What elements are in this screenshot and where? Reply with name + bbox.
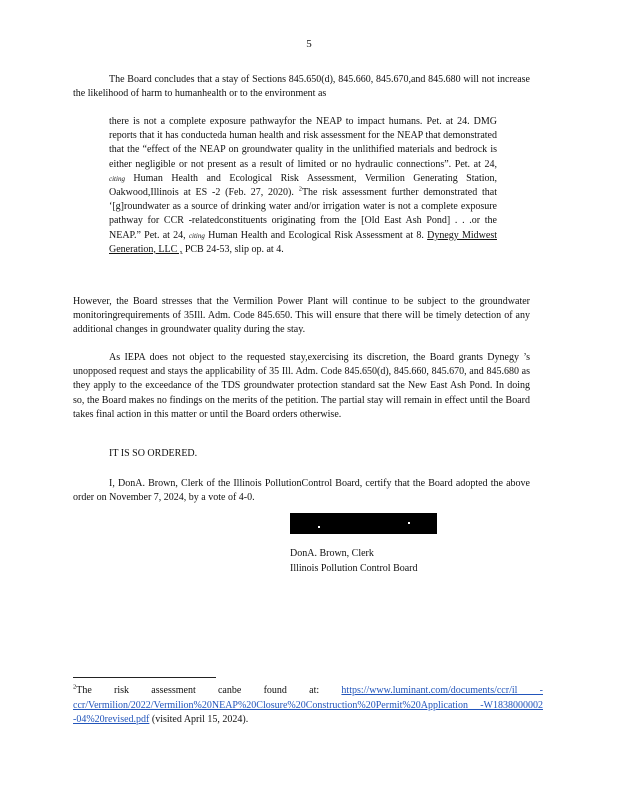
page-number: 5	[306, 38, 312, 50]
intro-paragraph: The Board concludes that a stay of Sections 845.650(d), 845.660, 845.670,and 845.680 will not increase the likelihood of harm to humanhealth or to the environment as	[73, 74, 530, 100]
quote-text-f: PCB 24-53, slip op. at 4.	[184, 243, 284, 255]
footnote-number: 2	[73, 683, 77, 691]
quote-text-a: there is not a complete exposure pathwayfor the NEAP to impact humans. Pet. at 24. DMG reports that it has conducteda human health and risk assessment for the NEAP that demonstrated that the “effect of the NEAP on groundwater quality in the unlithified materials and bedrock is either negligible or not present as a result of limited or no hydraulic connections”. Pet. at 24,	[109, 116, 497, 170]
signer-org: Illinois Pollution Control Board	[290, 563, 418, 574]
citing-label-1: citing	[109, 174, 125, 183]
certification-paragraph: I, DonA. Brown, Clerk of the Illinois PollutionControl Board, certify that the Board adopted the above order on November 7, 2024, by a vote of 4-0.	[73, 478, 530, 504]
footnote-visited: (visited April 15, 2024).	[151, 714, 249, 725]
signer-name: DonA. Brown, Clerk	[290, 548, 374, 559]
redacted-signature	[290, 513, 437, 534]
footnote	[73, 684, 543, 728]
footnote-divider	[73, 677, 216, 678]
quote-text-d: Human Health and Ecological Risk Assessment at 8.	[208, 229, 424, 241]
footnote-ref[interactable]: 2	[298, 185, 302, 193]
footnote-link[interactable]: https://www.luminant.com/documents/ccr/il -ccr/Vermilion/2022/Vermilion%20NEAP%20Closure%20Construction%20Permit%20Application -W1838000002 -04%20revised.pdf	[73, 685, 543, 725]
monitoring-paragraph: However, the Board stresses that the Vermilion Power Plant will continue to be subject to the groundwater monitoringrequirements of 35Ill. Adm. Code 845.650. This will ensure that there will be timely detection of any additional changes in groundwater quality during the stay.	[73, 296, 530, 336]
footnote-text: The risk assessment canbe found at:	[76, 685, 320, 696]
citing-label-2: citing	[188, 231, 205, 240]
quote-text-b: Human Health and Ecological Risk Assessment, Vermilion Generating Station, Oakwood,Illinois at ES -2 (Feb. 27, 2020).	[109, 172, 498, 199]
so-ordered: IT IS SO ORDERED.	[109, 448, 198, 459]
block-quote	[109, 115, 497, 257]
case-name: Dynegy Midwest Generation, LLC ,	[109, 229, 497, 255]
decision-paragraph: As IEPA does not object to the requested stay,exercising its discretion, the Board grants Dynegy ’s unopposed request and stays the applicability of 35 Ill. Adm. Code 845.650(d), 845.660, 845.670, and 845.680 as they apply to the exceedance of the TDS groundwater protection standard sat the New East Ash Pond. In doing so, the Board makes no findings on the merits of the petition. The partial stay will remain in effect until the Board takes final action in this matter or until the Board orders otherwise.	[73, 352, 530, 420]
quote-text-c: The risk assessment further demonstrated that ‘[g]roundwater as a source of drinking water and/or irrigation water is not a complete exposure pathway for CCR -relatedconstituents originating from the [Old East Ash Pond] . . .or the NEAP.” Pet. at 24,	[109, 187, 498, 241]
